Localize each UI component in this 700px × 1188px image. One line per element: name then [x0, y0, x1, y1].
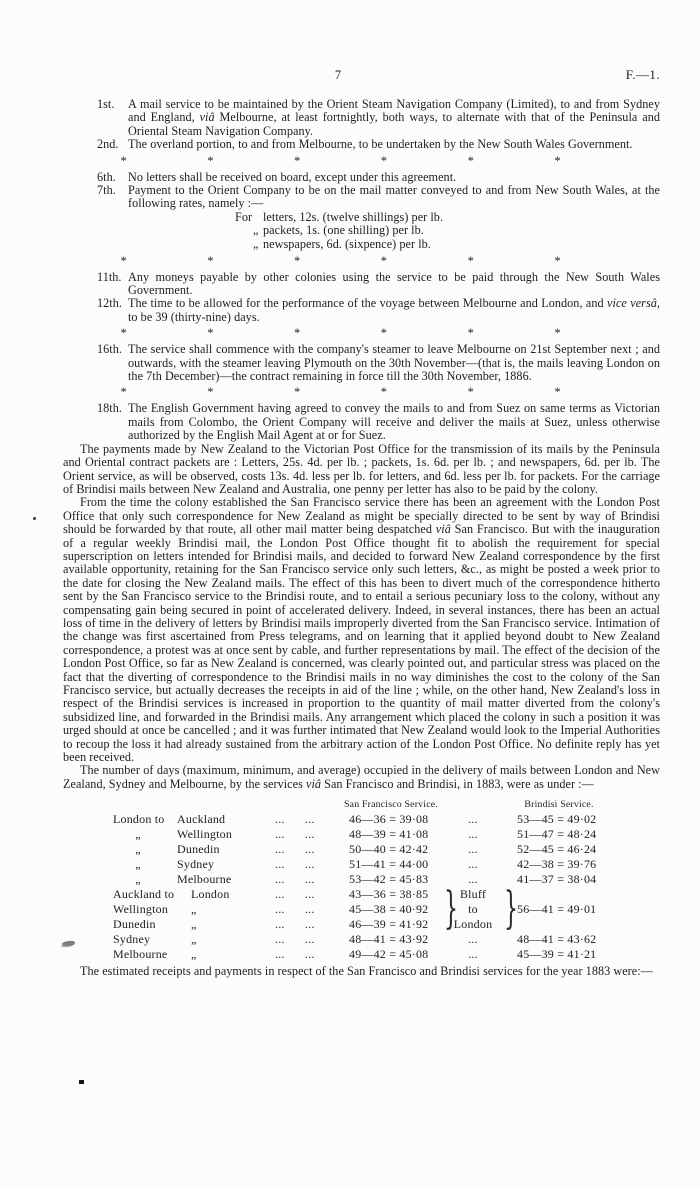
clause-text: No letters shall be received on board, except under this agreement. [128, 169, 457, 184]
clause-text: Payment to the Orient Company to be on the mail matter conveyed to and from New South Wales, at the following rates, namely :— [128, 183, 660, 211]
ditto-mark: „ [191, 947, 197, 962]
leader-dots: ... [275, 887, 285, 902]
sf-service-value: 48—41 = 43·92 [349, 932, 429, 947]
route-origin: Wellington [113, 902, 169, 917]
table-row [113, 917, 660, 932]
leader-dots: ... [305, 917, 315, 932]
ditto-mark: „ [135, 857, 141, 872]
sf-service-value: 46—36 = 39·08 [349, 812, 429, 827]
clause-label: 7th. [97, 183, 116, 198]
leader-dots: ... [275, 842, 285, 857]
clause-label: 11th. [97, 269, 122, 284]
document-body [63, 98, 660, 979]
route-destination: London [191, 887, 230, 902]
clause-text: The time to be allowed for the performance of the voyage between Melbourne and London, and vice versâ, to be 39 (thirty-nine) days. [128, 296, 660, 324]
asterisk: * [467, 385, 474, 400]
asterisk: * [120, 385, 127, 400]
ditto-mark: „ [135, 842, 141, 857]
asterisk: * [380, 385, 387, 400]
route-origin: London to [113, 812, 165, 827]
group-brace-bluff-to-london: } [504, 883, 519, 935]
paragraph-estimated-receipts: The estimated receipts and payments in respect of the San Francisco and Brindisi services for the year 1883 were:— [80, 964, 653, 979]
leader-dots: ... [305, 887, 315, 902]
ditto-mark: „ [135, 872, 141, 887]
asterisk: * [553, 253, 560, 268]
table-row [113, 932, 660, 947]
asterisk: * [120, 253, 127, 268]
leader-dots: ... [305, 827, 315, 842]
table-row [113, 812, 660, 827]
postage-rates-list [235, 211, 660, 252]
brindisi-service-value [503, 887, 615, 902]
mid-cell: ... [468, 827, 478, 842]
scan-artifact [79, 1080, 84, 1084]
clause-text: The overland portion, to and from Melbourne, to be undertaken by the New South Wales Government. [128, 137, 633, 152]
route-origin: Sydney [113, 932, 151, 947]
column-header-san-francisco: San Francisco Service. [344, 799, 438, 811]
ditto-mark: „ [253, 237, 259, 252]
document-reference: F.—1. [625, 67, 660, 82]
clause-7th [97, 183, 660, 211]
table-row [113, 872, 660, 887]
asterisk: * [553, 385, 560, 400]
route-origin: Melbourne [113, 947, 168, 962]
asterisk: * [293, 153, 300, 168]
asterisk: * [553, 326, 560, 341]
scan-artifact [33, 517, 36, 520]
paragraph-payments: The payments made by New Zealand to the Victorian Post Office for the transmission of its mails by the Peninsula and Oriental contract packets are : Letters, 25s. 4d. per lb. ; packets, 1s. 6d. per lb. ; and newspapers, 6d. per lb. The Orient service, as will be observed, costs 13s. 4d. less per lb. for letters, and 6d. less per lb. for packets. For the carriage of Brindisi mails between New Zealand and Australia, one penny per letter has also to be paid by the colony. [63, 441, 660, 496]
bluff-group-label: to [468, 902, 478, 917]
delivery-days-table [113, 797, 660, 962]
clause-6th [97, 169, 660, 184]
clause-18th [97, 401, 660, 443]
sf-service-value: 43—36 = 38·85 [349, 887, 429, 902]
clause-label: 1st. [97, 97, 115, 111]
page-header [0, 0, 700, 84]
clause-16th [97, 342, 660, 384]
mid-cell: ... [468, 947, 478, 962]
brindisi-service-value: 56—41 = 49·01 [517, 902, 597, 917]
leader-dots: ... [305, 857, 315, 872]
table-row [113, 842, 660, 857]
table-row [113, 857, 660, 872]
brindisi-service-value: 45—39 = 41·21 [517, 947, 597, 962]
table-row [113, 827, 660, 842]
asterisk: * [206, 153, 213, 168]
clause-text: The service shall commence with the company's steamer to leave Melbourne on 21st September next ; and outwards, with the steamer leaving Plymouth on the 30th November—(that is, the mails leaving London on the 7th December)—the contract remaining in force till the 30th November, 1886. [128, 342, 660, 384]
sf-service-value: 45—38 = 40·92 [349, 902, 429, 917]
asterisk: * [380, 153, 387, 168]
brindisi-service-value: 48—41 = 43·62 [517, 932, 597, 947]
table-header-row [113, 797, 660, 812]
asterisk: * [293, 253, 300, 268]
asterisk: * [206, 385, 213, 400]
section-separator [120, 155, 560, 168]
mid-cell: ... [468, 872, 478, 887]
ditto-mark: „ [191, 932, 197, 947]
asterisk: * [467, 326, 474, 341]
paragraph-number-of-days: The number of days (maximum, minimum, and average) occupied in the delivery of mails between London and New Zealand, Sydney and Melbourne, by the services viâ San Francisco and Brindisi, in 1883, were as under :— [63, 763, 660, 791]
route-origin: Dunedin [113, 917, 156, 932]
clause-text: A mail service to be maintained by the Orient Steam Navigation Company (Limited), to and from Sydney and England, viâ Melbourne, at least fortnightly, both ways, to alternate with that of the Peninsula and Oriental Steam Navigation Company. [128, 97, 660, 138]
leader-dots: ... [275, 947, 285, 962]
sf-service-value: 51—41 = 44·00 [349, 857, 429, 872]
route-destination: Sydney [177, 857, 215, 872]
rate-line-newspapers [235, 238, 660, 252]
leader-dots: ... [305, 872, 315, 887]
ditto-mark: „ [135, 827, 141, 842]
sf-service-value: 53—42 = 45·83 [349, 872, 429, 887]
sf-service-value: 49—42 = 45·08 [349, 947, 429, 962]
mid-cell: ... [468, 932, 478, 947]
sf-service-value: 46—39 = 41·92 [349, 917, 429, 932]
clause-label: 2nd. [97, 137, 119, 152]
asterisk: * [206, 253, 213, 268]
leader-dots: ... [305, 947, 315, 962]
clause-label: 18th. [97, 401, 122, 416]
asterisk: * [120, 153, 127, 168]
clause-text: Any moneys payable by other colonies using the service to be paid through the New South Wales Government. [128, 269, 660, 298]
leader-dots: ... [305, 902, 315, 917]
asterisk: * [380, 326, 387, 341]
brindisi-service-value: 41—37 = 38·04 [517, 872, 597, 887]
bluff-group-label: Bluff [459, 887, 487, 902]
asterisk: * [467, 253, 474, 268]
route-origin: Auckland to [113, 887, 175, 902]
bluff-group-label: London [453, 917, 493, 932]
table-row [113, 887, 660, 902]
brindisi-service-value [503, 917, 615, 932]
column-header-brindisi: Brindisi Service. [524, 799, 594, 811]
leader-dots: ... [275, 872, 285, 887]
leader-dots: ... [275, 827, 285, 842]
asterisk: * [293, 326, 300, 341]
leader-dots: ... [275, 857, 285, 872]
clause-11th [97, 269, 660, 298]
sf-service-value: 48—39 = 41·08 [349, 827, 429, 842]
table-row [113, 947, 660, 962]
page-number: 7 [334, 68, 342, 82]
asterisk: * [553, 153, 560, 168]
leader-dots: ... [305, 932, 315, 947]
asterisk: * [293, 385, 300, 400]
clause-text: The English Government having agreed to convey the mails to and from Suez on same terms as Victorian mails from Colombo, the Orient Company will receive and deliver the mails at Suez, unless otherwise authorized by the English Mail Agent at or for Suez. [128, 401, 660, 443]
ditto-mark: „ [191, 902, 197, 917]
rate-line-packets [235, 224, 660, 238]
rate-text: packets, 1s. (one shilling) per lb. [263, 223, 424, 238]
paragraph-brindisi-agreement: From the time the colony established the San Francisco service there has been an agreement with the London Post Office that only such correspondence for New Zealand as might be specially directed to be sent by way of Brindisi should be forwarded by that route, all other mail matter being despatched viâ San Francisco. But with the inauguration of a regular weekly Brindisi mail, the London Post Office thought fit to abolish the requirement for special superscription on letters intended for Brindisi mails, and decided to forward New Zealand correspondence by the first available opportunity, retaining for the San Francisco service only such letters, &c., as might be posted a week prior to the date for closing the New Zealand mails. The effect of this has been to divert much of the correspondence hitherto sent by the San Francisco service to the Brindisi route, and to entail a serious pecuniary loss to the colony, without any compensating gain being secured in point of accelerated delivery. Indeed, in several instances, there has been an actual loss of time in the delivery of letters by Brindisi mails improperly diverted from the San Francisco service. Intimation of the change was first ascertained from Press telegrams, and on learning that it applied beyond doubt to New Zealand correspondence, a protest was at once sent by cable, and further representations by mail. The effect of the decision of the London Post Office, so far as New Zealand is concerned, was clearly pointed out, and particular stress was placed on the fact that the diverting of correspondence to the Brindisi mails in no way diminishes the cost to the colony of the San Francisco service, but actually decreases the receipts in aid of the line ; while, on the other hand, New Zealand's loss in respect of the Brindisi services is increased in proportion to the quantity of mail matter diverted from the colony's subsidized line, and forwarded in the Brindisi mails. Any arrangement which placed the colony in such a position it was urged should at once be cancelled ; and it was further intimated that New Zealand would look to the Imperial Authorities to recoup the loss it had already sustained from the arbitrary action of the London Post Office. No definite reply has yet been received. [63, 495, 660, 765]
rate-line-letters [235, 211, 660, 225]
asterisk: * [120, 326, 127, 341]
ditto-mark: „ [191, 917, 197, 932]
table-row [113, 902, 660, 917]
group-brace-sf-values: } [444, 883, 459, 935]
section-separator [120, 386, 560, 399]
mid-cell: ... [468, 812, 478, 827]
clause-1st [97, 97, 660, 138]
brindisi-service-value: 42—38 = 39·76 [517, 857, 597, 872]
route-destination: Auckland [177, 812, 226, 827]
asterisk: * [206, 326, 213, 341]
route-destination: Wellington [177, 827, 233, 842]
sf-service-value: 50—40 = 42·42 [349, 842, 429, 857]
section-separator [120, 327, 560, 340]
asterisk: * [467, 153, 474, 168]
mid-cell: ... [468, 842, 478, 857]
clause-2nd [97, 137, 660, 152]
route-destination: Dunedin [177, 842, 220, 857]
leader-dots: ... [275, 917, 285, 932]
brindisi-service-value: 52—45 = 46·24 [517, 842, 597, 857]
clause-label: 16th. [97, 342, 122, 357]
rate-text: newspapers, 6d. (sixpence) per lb. [263, 237, 431, 252]
clause-label: 12th. [97, 296, 122, 311]
leader-dots: ... [275, 902, 285, 917]
asterisk: * [380, 253, 387, 268]
brindisi-service-value: 53—45 = 49·02 [517, 812, 597, 827]
clause-12th [97, 296, 660, 324]
rate-text: letters, 12s. (twelve shillings) per lb. [263, 209, 444, 224]
mid-cell: ... [468, 857, 478, 872]
leader-dots: ... [275, 932, 285, 947]
rate-prefix: For [235, 209, 253, 224]
clause-label: 6th. [97, 169, 116, 184]
route-destination: Melbourne [177, 872, 232, 887]
ditto-mark: „ [253, 223, 259, 238]
leader-dots: ... [305, 812, 315, 827]
brindisi-service-value: 51—47 = 48·24 [517, 827, 597, 842]
section-separator [120, 255, 560, 268]
leader-dots: ... [305, 842, 315, 857]
leader-dots: ... [275, 812, 285, 827]
